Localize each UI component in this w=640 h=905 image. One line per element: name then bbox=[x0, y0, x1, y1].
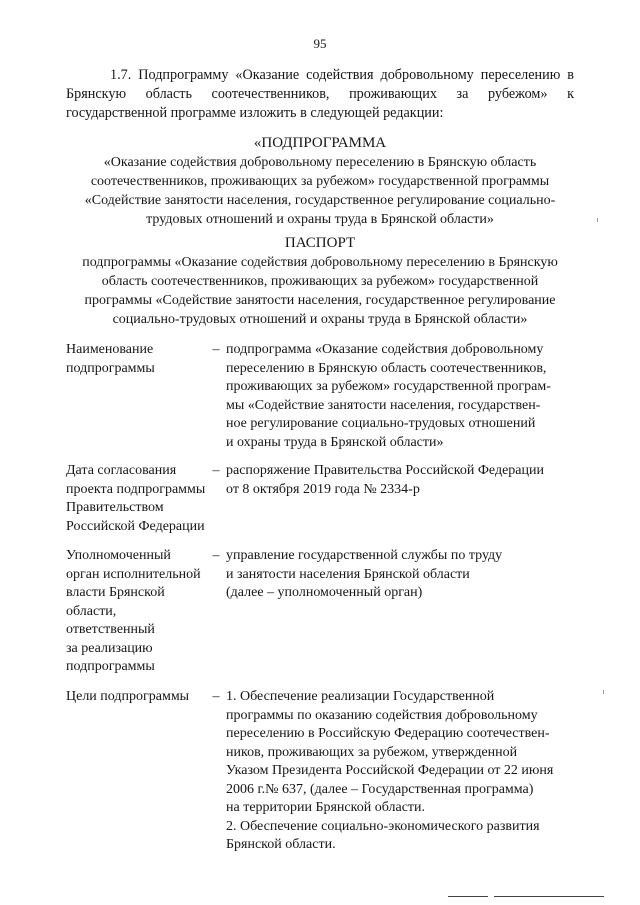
row-value-line: мы «Содействие занятости населения, государствен- bbox=[226, 397, 541, 413]
passport-title-line: область соотечественников, проживающих за рубежом» государственной bbox=[101, 274, 539, 289]
row-value-line: управление государственной службы по труду bbox=[226, 548, 503, 563]
row-value-line: 1. Обеспечение реализации Государственной bbox=[226, 689, 495, 704]
row-value-line: (далее – уполномоченный орган) bbox=[226, 585, 423, 600]
row-value-line: от 8 октября 2019 года № 2334-р bbox=[226, 481, 420, 497]
row-value-line: Брянской области. bbox=[226, 837, 336, 852]
row-value-line: переселению в Брянскую область соотечественников, bbox=[226, 360, 547, 376]
row-label-line: области, bbox=[66, 603, 117, 619]
row-label bbox=[66, 462, 211, 536]
row-label-line: Российской Федерации bbox=[66, 518, 205, 534]
row-value-line: Указом Президента Российской Федерации от 22 июня bbox=[226, 763, 554, 778]
row-value-line: и охраны труда в Брянской области» bbox=[226, 434, 444, 450]
row-label-line: Дата согласования bbox=[66, 463, 177, 478]
row-dash: – bbox=[212, 463, 220, 478]
page-number: 95 bbox=[313, 36, 327, 51]
row-label-line: орган исполнительной bbox=[66, 566, 201, 582]
subprogram-title-line: «Оказание содействия добровольному переселению в Брянскую область bbox=[103, 155, 537, 170]
row-label-line: подпрограммы bbox=[66, 360, 155, 376]
passport-title-line: подпрограммы «Оказание содействия добровольному переселению в Брянскую bbox=[82, 255, 558, 270]
row-value-line: распоряжение Правительства Российской Федерации bbox=[226, 463, 544, 478]
row-value bbox=[226, 547, 578, 603]
row-value bbox=[226, 341, 578, 452]
row-value bbox=[226, 462, 578, 499]
row-label-line: подпрограммы bbox=[66, 659, 155, 674]
row-label-line: Уполномоченный bbox=[66, 548, 171, 563]
row-value-line: на территории Брянской области. bbox=[226, 800, 426, 815]
scan-mark bbox=[597, 218, 598, 222]
row-label-line: Цели подпрограммы bbox=[66, 689, 190, 704]
row-label-line: проекта подпрограммы bbox=[66, 481, 206, 497]
row-value-line: переселению в Российскую Федерацию соотечествен- bbox=[226, 726, 550, 741]
row-value-line: программы по оказанию содействия добровольному bbox=[226, 707, 538, 723]
subprogram-title-line: соотечественников, проживающих за рубежом» государственной программы bbox=[90, 174, 550, 189]
row-label bbox=[66, 688, 211, 707]
row-value-line: ников, проживающих за рубежом, утвержденной bbox=[226, 744, 518, 760]
subprogram-title-line: трудовых отношений и охраны труда в Брянской области» bbox=[146, 212, 494, 227]
row-dash: – bbox=[212, 342, 220, 357]
passport-title bbox=[60, 234, 580, 329]
footer-rule bbox=[494, 896, 604, 897]
row-dash: – bbox=[212, 548, 220, 563]
row-value-line: подпрограмма «Оказание содействия добровольному bbox=[226, 342, 544, 357]
passport-title-line: программы «Содействие занятости населения, государственное регулирование bbox=[84, 293, 556, 308]
intro-paragraph bbox=[66, 66, 574, 123]
passport-heading: ПАСПОРТ bbox=[284, 235, 356, 251]
subprogram-title bbox=[60, 134, 580, 229]
row-label-line: ответственный bbox=[66, 622, 155, 637]
scan-mark bbox=[603, 690, 604, 694]
row-value-line: 2. Обеспечение социально-экономического развития bbox=[226, 818, 540, 834]
row-label-line: Правительством bbox=[66, 500, 164, 515]
subprogram-heading: «ПОДПРОГРАММА bbox=[253, 135, 387, 151]
intro-text: 1.7. Подпрограмму «Оказание содействия добровольному переселению в Брянскую область соотечественников, проживающих за рубежом» к государственной программе изложить в следующей редакции: bbox=[66, 67, 574, 121]
row-label bbox=[66, 341, 211, 378]
row-value-line: и занятости населения Брянской области bbox=[226, 566, 470, 582]
row-value-line: ное регулирование социально-трудовых отношений bbox=[226, 416, 536, 431]
row-value-line: 2006 г.№ 637, (далее – Государственная программа) bbox=[226, 781, 534, 797]
row-value bbox=[226, 688, 578, 855]
row-label bbox=[66, 547, 211, 677]
subprogram-title-line: «Содействие занятости населения, государственное регулирование социально- bbox=[84, 193, 556, 208]
footer-rule bbox=[448, 896, 488, 897]
row-label-line: власти Брянской bbox=[66, 585, 165, 600]
row-value-line: проживающих за рубежом» государственной програм- bbox=[226, 379, 551, 394]
row-label-line: Наименование bbox=[66, 342, 154, 357]
row-dash: – bbox=[212, 689, 220, 704]
row-label-line: за реализацию bbox=[66, 640, 153, 656]
passport-title-line: социально-трудовых отношений и охраны труда в Брянской области» bbox=[112, 312, 528, 327]
